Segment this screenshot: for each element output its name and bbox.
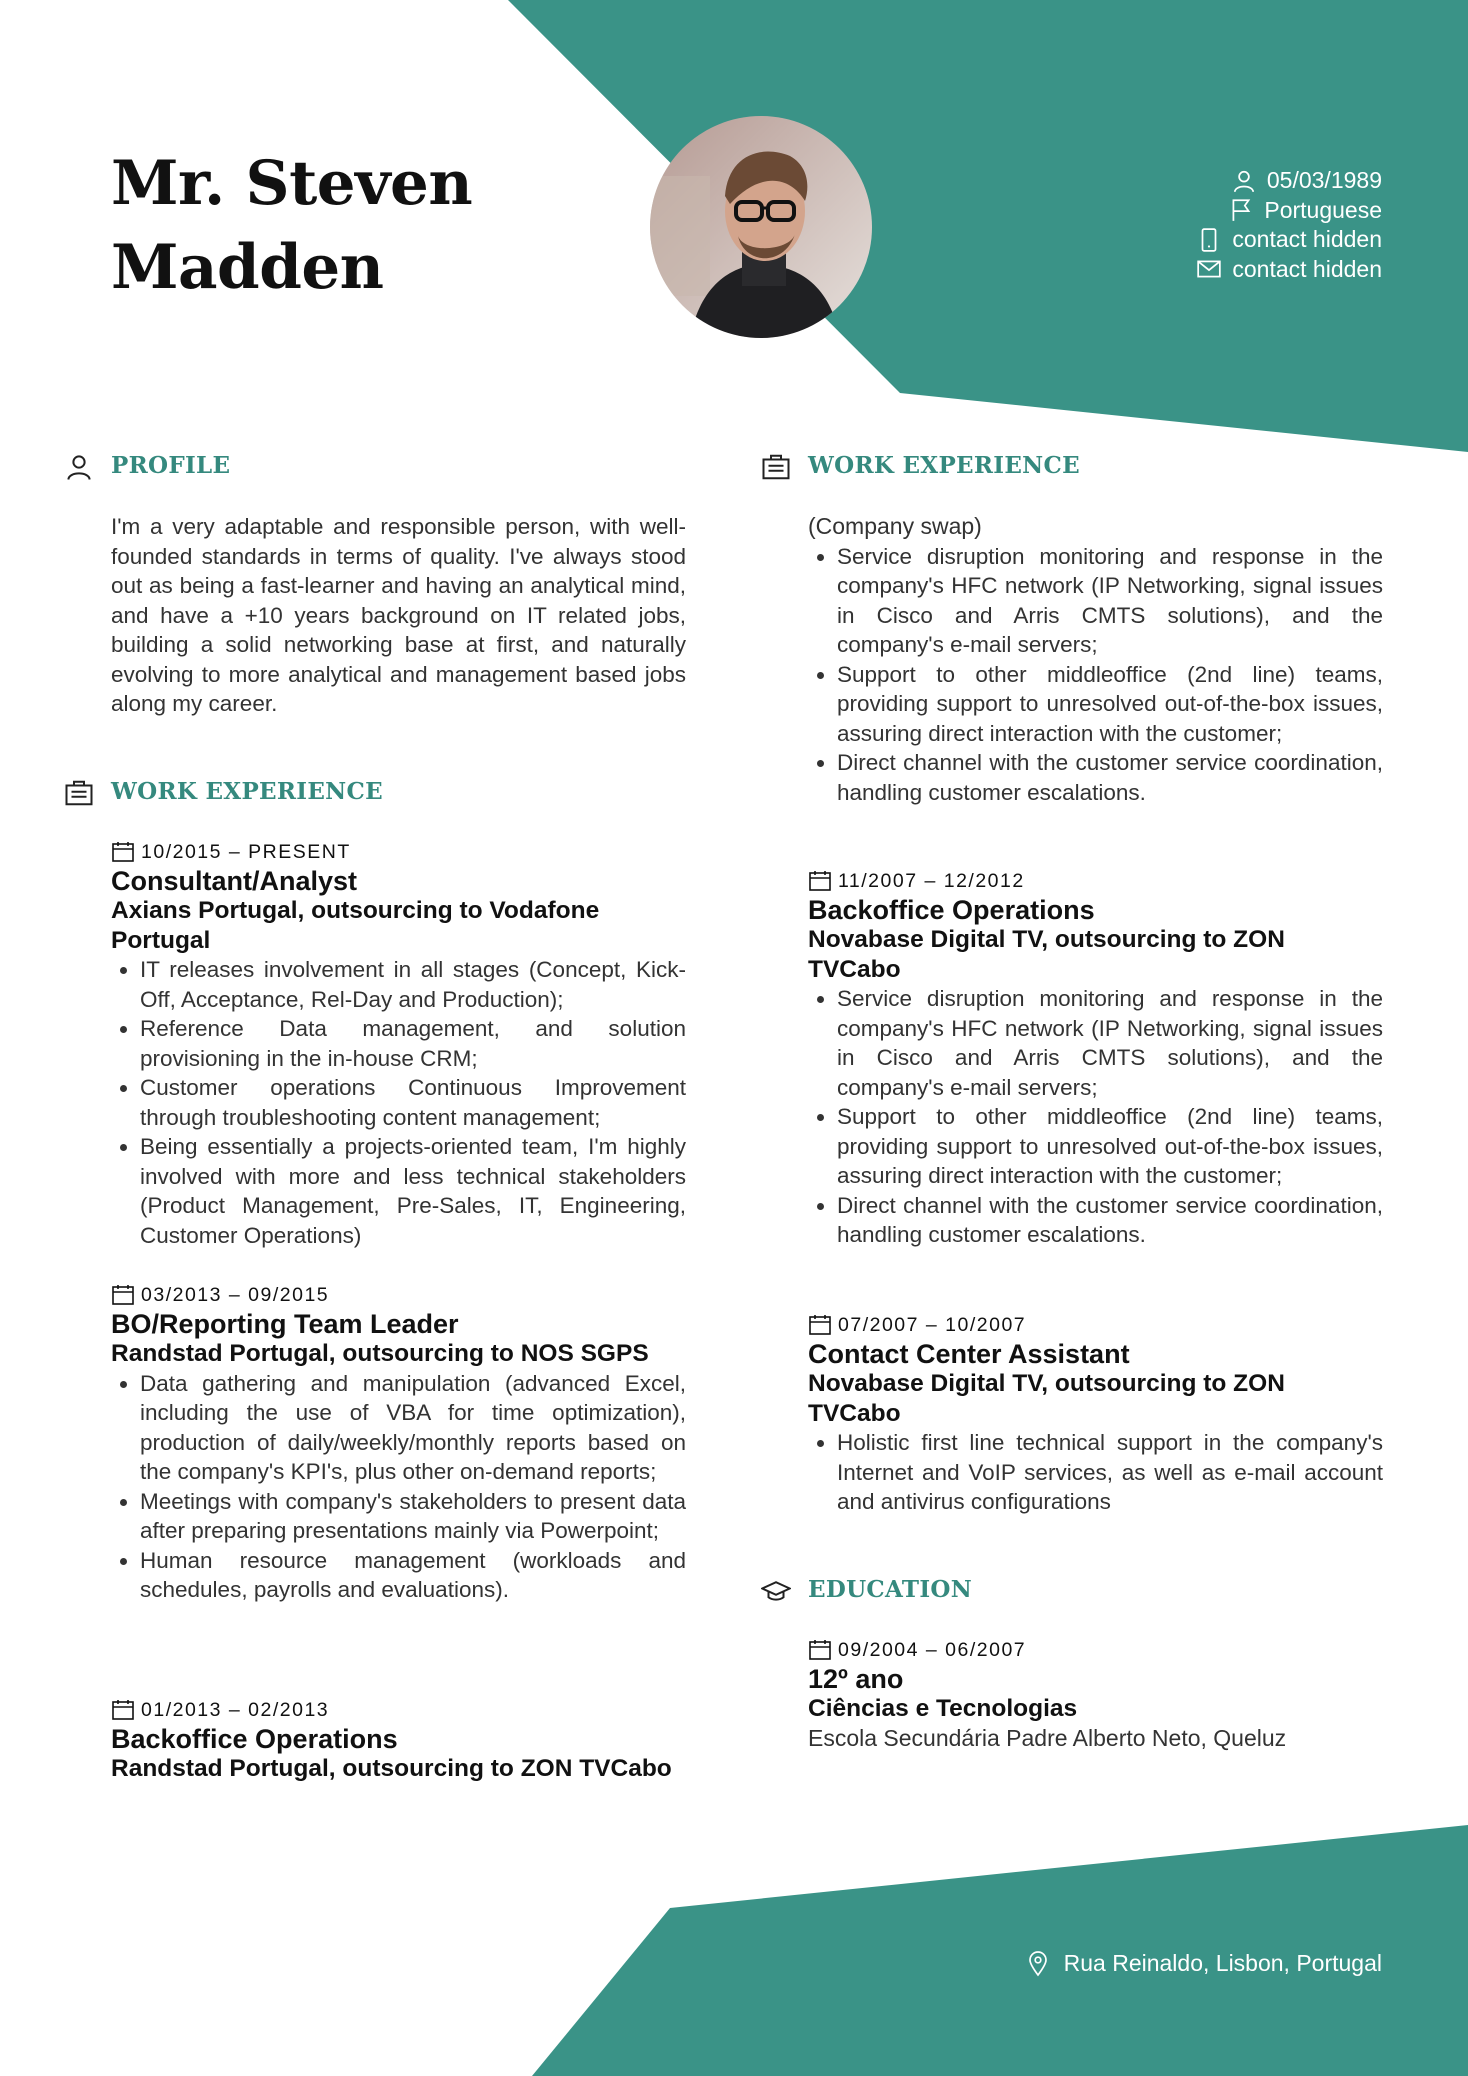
education-school: Escola Secundária Padre Alberto Neto, Queluz — [808, 1724, 1287, 1751]
list-item: • Being essentially a projects-oriented team, I'm highly involved with more and less technical stakeholders (Product Management, Pre-Sales, IT, Engineering, Customer Operations) — [140, 1132, 686, 1250]
avatar-portrait — [650, 116, 872, 338]
birthdate: 05/03/1989 — [1266, 167, 1382, 194]
entry-date — [808, 867, 1383, 895]
entry-bullets — [808, 542, 1383, 808]
entry-date-text: 11/2007 – 12/2012 — [838, 869, 1025, 892]
work-entry — [111, 1281, 686, 1605]
list-item: • Reference Data management, and solution provisioning in the in-house CRM; — [140, 1014, 686, 1073]
entry-date-text: 07/2007 – 10/2007 — [838, 1313, 1027, 1336]
calendar-icon — [808, 869, 832, 893]
candidate-name — [111, 142, 472, 310]
work-entry — [808, 1311, 1383, 1517]
nationality: Portuguese — [1264, 196, 1382, 223]
profile-title: PROFILE — [111, 452, 231, 479]
entry-organization: Randstad Portugal, outsourcing to ZON TVCabo — [111, 1755, 672, 1782]
address-text: Rua Reinaldo, Lisbon, Portugal — [1063, 1950, 1382, 1976]
entry-organization: Novabase Digital TV, outsourcing to ZON TVCabo — [808, 1370, 1285, 1427]
list-item: • IT releases involvement in all stages (Concept, Kick-Off, Acceptance, Rel-Day and Production); — [140, 955, 686, 1014]
email: contact hidden — [1232, 255, 1382, 282]
calendar-icon — [111, 1283, 135, 1307]
entry-date-text: 01/2013 – 02/2013 — [141, 1698, 330, 1721]
entry-date — [808, 1311, 1383, 1339]
entry-bullets — [111, 1369, 686, 1605]
entry-bullets — [808, 984, 1383, 1250]
education-degree: 12º ano — [808, 1664, 904, 1694]
entry-date — [111, 1281, 686, 1309]
list-item: • Holistic first line technical support in the company's Internet and VoIP services, as well as e-mail account and antivirus configurations — [837, 1428, 1383, 1517]
entry-role: Backoffice Operations — [808, 895, 1095, 925]
education-field: Ciências e Tecnologias — [808, 1695, 1078, 1722]
phone: contact hidden — [1232, 226, 1382, 253]
phone-icon — [1196, 227, 1222, 253]
briefcase-icon — [761, 452, 791, 482]
entry-date — [808, 1636, 1383, 1664]
calendar-icon — [808, 1313, 832, 1337]
work-entry — [808, 867, 1383, 1250]
list-item: • Service disruption monitoring and response in the company's HFC network (IP Networking, signal issues in Cisco and Arris CMTS solutions), and the company's e-mail servers; — [837, 984, 1383, 1102]
list-item: • Direct channel with the customer service coordination, handling customer escalations. — [837, 748, 1383, 807]
flag-icon — [1228, 197, 1254, 223]
footer-address — [1026, 1950, 1382, 1977]
name-line-2: Madden — [111, 232, 384, 303]
list-item: • Support to other middleoffice (2nd line) teams, providing support to unresolved out-of-the-box issues, assuring direct interaction with the customer; — [837, 1102, 1383, 1191]
list-item: • Human resource management (workloads and schedules, payrolls and evaluations). — [140, 1546, 686, 1605]
work-entry — [111, 838, 686, 1250]
person-icon — [64, 452, 94, 482]
work-experience-section-header — [64, 778, 383, 805]
profile-text: I'm a very adaptable and responsible person, with well-founded standards in terms of quality. I've always stood out as being a fast-learner and having an analytical mind, and have a +10 years background on IT related jobs, building a solid networking base at first, and naturally evolving to more analytical and management based jobs along my career. — [111, 514, 686, 716]
entry-organization: Novabase Digital TV, outsourcing to ZON TVCabo — [808, 926, 1285, 983]
entry-date-text: 03/2013 – 09/2015 — [141, 1283, 330, 1306]
entry-bullets — [111, 955, 686, 1250]
entry-date — [111, 1696, 686, 1724]
list-item: • Meetings with company's stakeholders to present data after preparing presentations mainly via Powerpoint; — [140, 1487, 686, 1546]
contact-row-email — [1196, 255, 1382, 285]
education-entry — [808, 1636, 1383, 1753]
entry-date-text: 10/2015 – PRESENT — [141, 840, 351, 863]
list-item: • Support to other middleoffice (2nd line) teams, providing support to unresolved out-of-the-box issues, assuring direct interaction with the customer; — [837, 660, 1383, 749]
work-entry-continuation — [808, 512, 1383, 807]
work-entry — [111, 1696, 686, 1784]
work-experience-title: WORK EXPERIENCE — [111, 778, 383, 805]
calendar-icon — [111, 1698, 135, 1722]
envelope-icon — [1196, 256, 1222, 282]
contact-row-nationality — [1196, 196, 1382, 226]
entry-role: BO/Reporting Team Leader — [111, 1309, 459, 1339]
entry-date-text: 09/2004 – 06/2007 — [838, 1638, 1027, 1661]
list-item: • Customer operations Continuous Improvement through troubleshooting content management; — [140, 1073, 686, 1132]
entry-role: Consultant/Analyst — [111, 866, 358, 896]
entry-role: Backoffice Operations — [111, 1724, 398, 1754]
entry-role: Contact Center Assistant — [808, 1339, 1130, 1369]
list-item: • Direct channel with the customer service coordination, handling customer escalations. — [837, 1191, 1383, 1250]
location-pin-icon — [1026, 1951, 1050, 1977]
entry-organization: Randstad Portugal, outsourcing to NOS SGPS — [111, 1340, 649, 1367]
entry-date — [111, 838, 686, 866]
name-line-1: Mr. Steven — [111, 148, 473, 219]
entry-organization: Axians Portugal, outsourcing to Vodafone Portugal — [111, 897, 600, 954]
graduation-cap-icon — [761, 1576, 791, 1606]
education-title: EDUCATION — [808, 1576, 973, 1603]
list-item: • Service disruption monitoring and response in the company's HFC network (IP Networking, signal issues in Cisco and Arris CMTS solutions), and the company's e-mail servers; — [837, 542, 1383, 660]
list-item: • Data gathering and manipulation (advanced Excel, including the use of VBA for time optimization), production of daily/weekly/monthly reports based on the company's KPI's, plus other on-demand reports; — [140, 1369, 686, 1487]
briefcase-icon — [64, 778, 94, 808]
contact-row-birthdate — [1196, 166, 1382, 196]
continuation-label: (Company swap) — [808, 513, 982, 539]
contact-row-phone — [1196, 225, 1382, 255]
calendar-icon — [808, 1638, 832, 1662]
work-experience-title: WORK EXPERIENCE — [808, 452, 1080, 479]
education-section-header — [761, 1576, 972, 1603]
avatar — [650, 116, 872, 338]
contact-info — [1196, 166, 1382, 284]
person-icon — [1231, 168, 1257, 194]
entry-bullets — [808, 1428, 1383, 1517]
calendar-icon — [111, 840, 135, 864]
work-experience-continued-header — [761, 452, 1080, 479]
profile-section-header — [64, 452, 230, 479]
